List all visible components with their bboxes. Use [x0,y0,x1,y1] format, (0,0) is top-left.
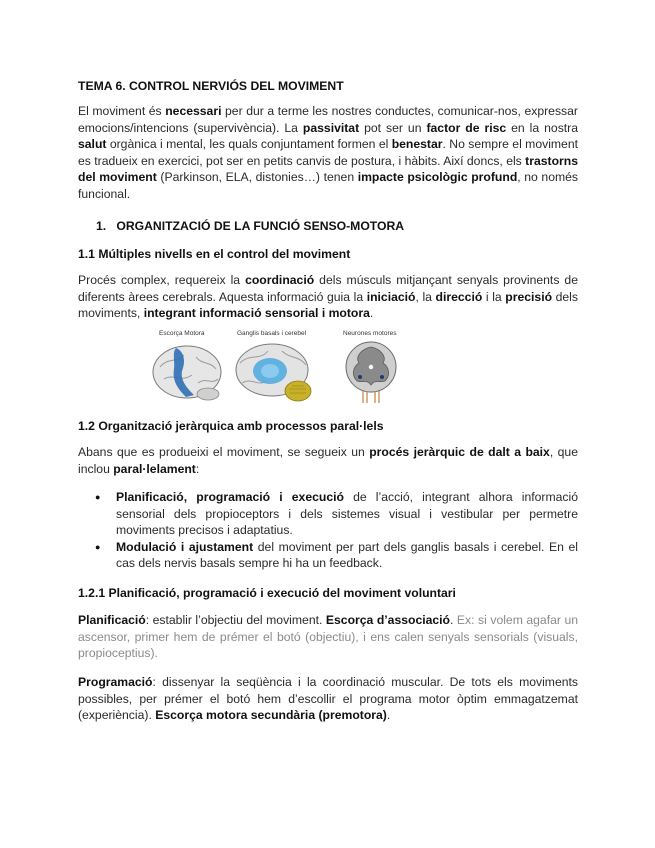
bold-text: procés jeràrquic de dalt a baix [369,445,550,459]
programming-paragraph [78,674,578,724]
intro-paragraph [78,103,578,202]
caption-motor-neurons: Neurones motores [343,330,397,337]
text: , la [415,289,436,304]
text: de l’acció, integrant alhora informació sensorial dels propioceptors i dels sistemes visual i vestibular per permetre moviments precisos i adaptatius. [116,490,579,537]
caption-basal-ganglia: Ganglis basals i cerebel [237,330,307,337]
bold-text: integrant informació sensorial i motora [143,306,370,320]
bold-text: Modulació i ajustament [116,539,254,554]
text: i la [482,289,506,304]
subsection-1-1-paragraph [78,272,578,322]
bold-text: impacte psicològic profund [357,170,518,184]
text: dels músculs mitjançant senyals provinents de diferents àrees cerebrals. Aquesta informació guia la [78,273,578,304]
text: . No sempre el moviment es tradueix en exercici, pot ser en petits canvis de postura, i hàbits. Així doncs, els [78,137,578,168]
text: . [369,306,374,320]
subsection-1-2-1-heading: 1.2.1 Planificació, programació i execució del moviment voluntari [78,586,456,600]
section-number: 1. [96,219,107,233]
planning-paragraph [78,612,578,662]
section-title: ORGANITZACIÓ DE LA FUNCIÓ SENSO-MOTORA [116,219,405,233]
bold-text: Planificació [78,613,146,627]
bold-text: direcció [435,289,483,304]
text: Procés complex, requereix la [78,273,246,287]
spinal-cord-icon [337,339,405,405]
list-item [78,539,578,572]
sensorimotor-figure [147,330,447,405]
bold-text: precisió [505,289,553,304]
example-text: Ex: si volem agafar un ascensor, primer hem de prémer el botó (objectiu), i ens calen senyals sensorials (visuals, propioceptius). [78,613,578,660]
text: : [195,461,200,476]
text: El moviment és [78,104,166,118]
bold-text: coordinació [245,273,315,287]
bullet-list [78,489,578,572]
text: en la nostra [506,120,579,135]
bold-text: Planificació, programació i execució [116,490,344,504]
subsection-1-2-paragraph [78,444,578,477]
bold-text: Programació [78,675,153,689]
bold-text: iniciació [366,289,416,304]
bold-text: factor de risc [426,120,507,135]
bold-text: benestar [391,137,443,151]
text: Abans que es produeixi el moviment, se segueix un [78,445,370,459]
section-1-heading [96,218,404,234]
bold-text: salut [78,137,107,151]
text: . [386,708,391,722]
bold-text: necessari [165,104,222,118]
bold-text: Escorça d’associació [325,613,450,627]
text: del moviment per part dels ganglis basals i cerebel. En el cas dels nervis basals sempre hi ha un feedback. [116,539,579,570]
text: per dur a terme les nostres conductes, comunicar-nos, expressar emocions/intencions (supervivència). La [78,104,578,135]
bold-text: passivitat [302,120,360,135]
text: pot ser un [359,120,427,135]
bold-text: Escorça motora secundària (premotora) [155,708,387,722]
basal-ganglia-brain-icon [232,339,314,405]
text: , que inclou [78,445,578,476]
text: : establir l’objectiu del moviment. [145,613,326,627]
list-item [78,489,578,539]
text: : dissenyar la seqüència i la coordinació muscular. De tots els moviments possibles, per prémer el botó hem d’escollir el programa motor òptim emmagatzemat (experiència). [78,675,578,722]
text: . [450,613,457,627]
page-title: TEMA 6. CONTROL NERVIÓS DEL MOVIMENT [78,79,344,93]
motor-cortex-brain-icon [150,339,225,405]
bold-text: trastorns del moviment [78,153,578,184]
subsection-1-2-heading: 1.2 Organització jeràrquica amb processos paral·lels [78,419,384,433]
text: dels moviments, [78,289,578,320]
text: , no només funcional. [78,170,578,201]
bold-text: paral·lelament [113,461,196,476]
text: (Parkinson, ELA, distonies…) tenen [156,170,358,184]
text: orgànica i mental, les quals conjuntament formen el [106,137,392,151]
subsection-1-1-heading: 1.1 Múltiples nivells en el control del moviment [78,247,351,261]
caption-motor-cortex: Escorça Motora [159,330,205,337]
